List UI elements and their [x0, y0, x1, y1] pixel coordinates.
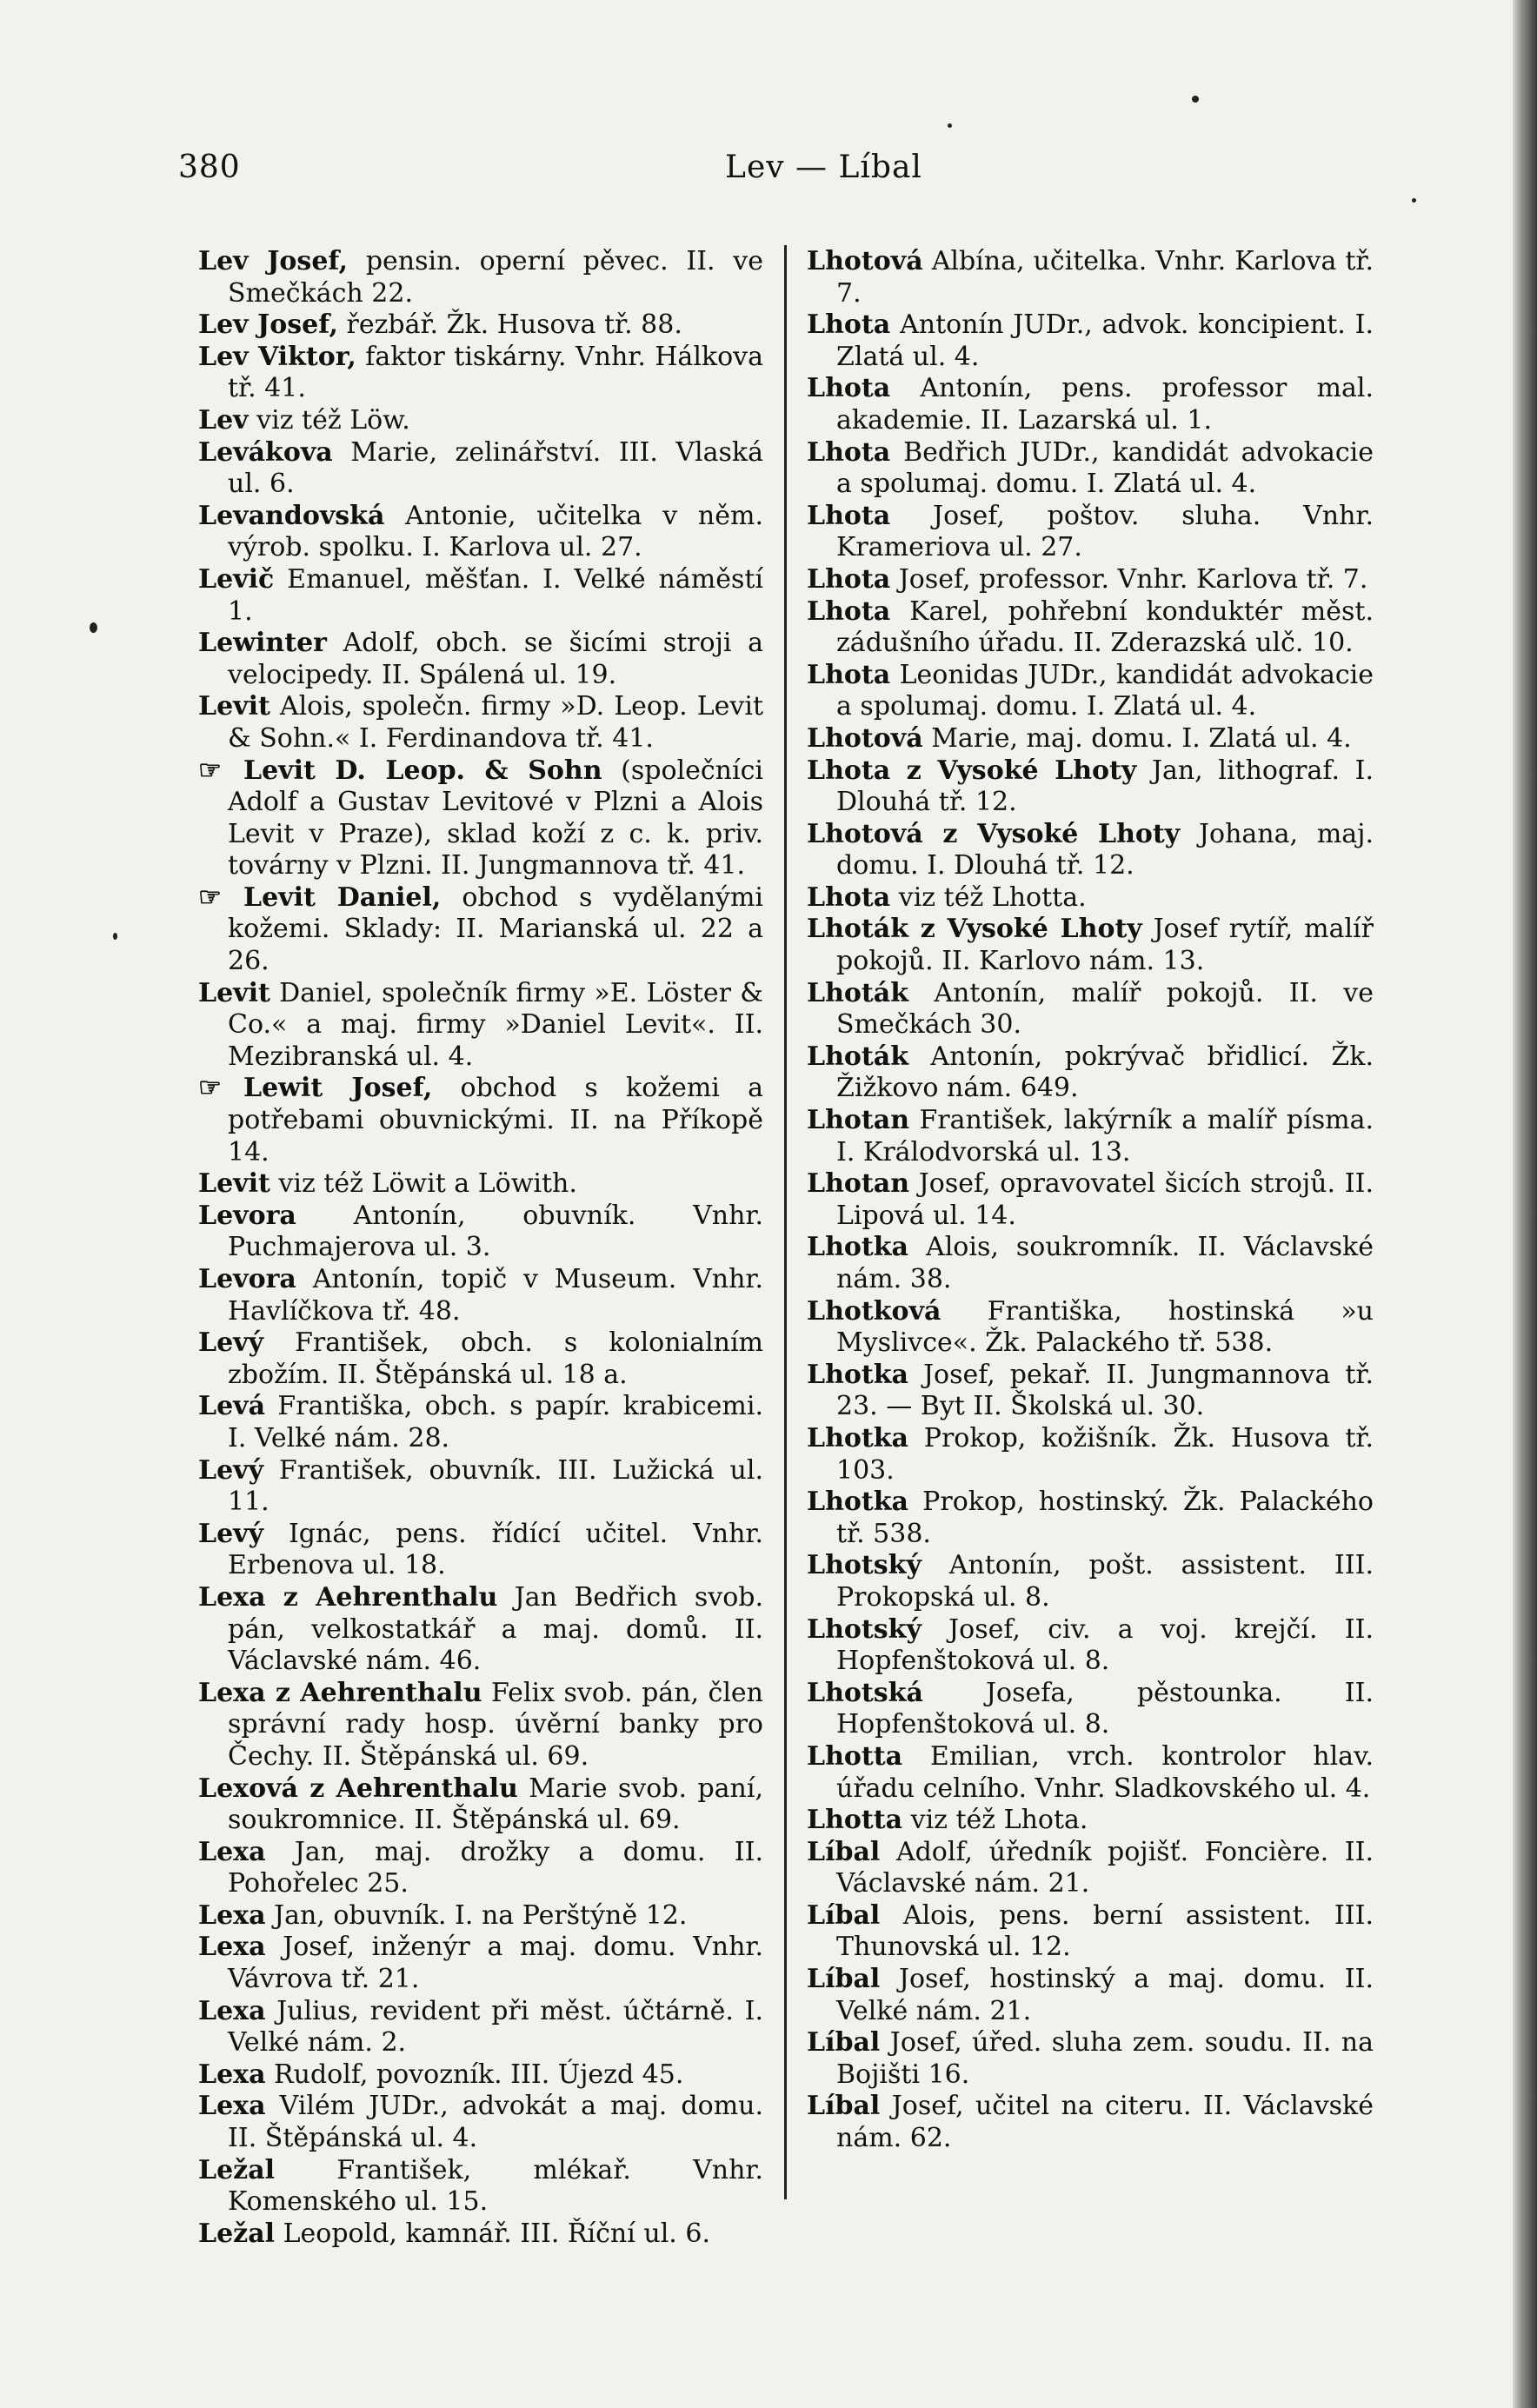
- entry-details: řezbář. Žk. Husova tř. 88.: [337, 309, 682, 341]
- entry-name: Lhota z Vysoké Lhoty: [807, 755, 1137, 786]
- entry-details: Adolf, obch. se šicími stroji a velocipedy. II. Spálená ul. 19.: [228, 628, 763, 690]
- entry-details: pensin. operní pěvec. II. ve Smečkách 22.: [228, 246, 763, 309]
- directory-entry: [198, 1201, 763, 1264]
- directory-entry: [807, 1678, 1374, 1741]
- entry-details: Josef, poštov. sluha. Vnhr. Krameriova ul. 27.: [836, 500, 1374, 563]
- entry-details: Josef, inženýr a maj. domu. Vnhr. Vávrova tř. 21.: [228, 1932, 763, 1995]
- entry-name: Lhotka: [807, 1422, 908, 1453]
- directory-entry: [198, 1678, 763, 1773]
- entry-name: Levandovská: [198, 500, 385, 531]
- directory-entry: [807, 1900, 1374, 1964]
- entry-details: Josef, opravovatel šicích strojů. II. Lipová ul. 14.: [836, 1168, 1374, 1231]
- entry-name: Lexa z Aehrenthalu: [198, 1677, 482, 1708]
- entry-details: Prokop, hostinský. Žk. Palackého tř. 538.: [836, 1487, 1374, 1549]
- entry-name: Lhotová: [807, 246, 923, 276]
- directory-entry: [198, 437, 763, 501]
- entry-name: Lhoták z Vysoké Lhoty: [807, 914, 1142, 945]
- entry-name: Levora: [198, 1264, 296, 1294]
- directory-entry: [198, 2059, 763, 2092]
- directory-entry: [807, 914, 1374, 977]
- directory-entry: [807, 1360, 1374, 1423]
- entry-name: Lhotský: [807, 1613, 922, 1645]
- entry-details: faktor tiskárny. Vnhr. Hálkova tř. 41.: [228, 341, 763, 404]
- entry-details: viz též Löwit a Löwith.: [269, 1168, 577, 1200]
- entry-name: Lhotan: [807, 1105, 910, 1136]
- entry-name: Levit D. Leop. & Sohn: [243, 755, 602, 786]
- entry-name: Lhota: [807, 563, 891, 595]
- entry-details: viz též Lhotta.: [890, 881, 1087, 913]
- entry-details: František, lakýrník a malíř písma. I. Králodvorská ul. 13.: [836, 1105, 1374, 1167]
- entry-name: Levora: [198, 1200, 296, 1231]
- directory-entry: [198, 1264, 763, 1327]
- entry-details: Josef, učitel na citeru. II. Václavské nám. 62.: [836, 2091, 1374, 2154]
- entry-details: Emilian, vrch. kontrolor hlav. úřadu celního. Vnhr. Sladkovského ul. 4.: [836, 1740, 1374, 1804]
- entry-name: Ležal: [198, 2154, 276, 2185]
- entry-name: Lev: [198, 404, 249, 436]
- entry-name: Líbal: [807, 1836, 881, 1867]
- right-column: [807, 246, 1374, 2155]
- entry-details: Jan, maj. drožky a domu. II. Pohořelec 25.: [228, 1836, 763, 1899]
- directory-entry: [198, 1168, 763, 1201]
- entry-name: Lhoták: [807, 977, 908, 1008]
- entry-details: Josef, úřed. sluha zem. soudu. II. na Bojišti 16.: [836, 2027, 1374, 2090]
- entry-details: Bedřich JUDr., kandidát advokacie a spolumaj. domu. I. Zlatá ul. 4.: [836, 436, 1374, 500]
- directory-entry: [807, 1741, 1374, 1805]
- entry-details: Josef, pekař. II. Jungmannova tř. 23. — Byt II. Školská ul. 30.: [836, 1359, 1374, 1422]
- directory-entry: [807, 755, 1374, 819]
- entry-name: Lhota: [807, 659, 891, 690]
- entry-name: Lhota: [807, 595, 891, 627]
- entry-details: Johana, maj. domu. I. Dlouhá tř. 12.: [836, 818, 1374, 881]
- entry-name: Levit: [198, 977, 270, 1008]
- entry-name: Lhoták: [807, 1041, 908, 1072]
- entry-details: Alois, pens. berní assistent. III. Thunovská ul. 12.: [836, 1899, 1374, 1963]
- entry-details: Františka, obch. s papír. krabicemi. I. Velké nám. 28.: [228, 1391, 763, 1453]
- page-edge-shadow: [1513, 0, 1537, 2408]
- print-speck: [90, 622, 97, 633]
- entry-name: Levý: [198, 1518, 264, 1549]
- entry-details: (společníci Adolf a Gustav Levitové v Plzni a Alois Levit v Praze), sklad koží z c. k. priv. továrny v Plzni. II. Jungmannova tř. 41.: [228, 755, 763, 881]
- directory-entry: [807, 660, 1374, 723]
- entry-details: viz též Löw.: [248, 404, 410, 436]
- entry-details: Josef, civ. a voj. krejčí. II. Hopfenštoková ul. 8.: [836, 1613, 1374, 1677]
- entry-details: Josef rytíř, malíř pokojů. II. Karlovo nám. 13.: [836, 914, 1374, 977]
- directory-entry: [198, 1932, 763, 1995]
- entry-details: Josef, hostinský a maj. domu. II. Velké nám. 21.: [836, 1964, 1374, 2026]
- entry-details: Felix svob. pán, člen správní rady hosp. úvěrní banky pro Čechy. II. Štěpánská ul. 69.: [228, 1677, 763, 1772]
- page-number: 380: [178, 150, 241, 185]
- entry-details: František, mlékař. Vnhr. Komenského ul. 15.: [228, 2154, 763, 2218]
- directory-entry: [198, 501, 763, 564]
- directory-entry: [807, 1041, 1374, 1105]
- entry-details: Adolf, úředník pojišť. Foncière. II. Václavské nám. 21.: [836, 1836, 1374, 1899]
- directory-entry: [198, 755, 763, 882]
- entry-name: Lexa: [198, 1932, 266, 1963]
- directory-entry: [807, 501, 1374, 564]
- entry-details: Prokop, kožišník. Žk. Husova tř. 103.: [836, 1422, 1374, 1486]
- directory-entry: [198, 342, 763, 405]
- entry-name: Lexa: [198, 1836, 266, 1867]
- entry-details: Antonín, topič v Museum. Vnhr. Havlíčkova tř. 48.: [228, 1264, 763, 1327]
- directory-entry: [807, 1296, 1374, 1360]
- entry-name: Levá: [198, 1391, 266, 1422]
- entry-details: Františka, hostinská »u Myslivce«. Žk. Palackého tř. 538.: [836, 1295, 1374, 1359]
- directory-entry: [198, 564, 763, 628]
- directory-entry: [807, 246, 1374, 309]
- entry-name: Levit: [198, 691, 270, 722]
- entry-details: František, obuvník. III. Lužická ul. 11.: [228, 1454, 763, 1518]
- directory-entry: [198, 1996, 763, 2059]
- directory-entry: [198, 1455, 763, 1519]
- directory-entry: [807, 1837, 1374, 1900]
- directory-entry: [198, 1837, 763, 1900]
- entry-details: Leopold, kamnář. III. Říční ul. 6.: [275, 2218, 710, 2249]
- directory-entry: [198, 1519, 763, 1582]
- directory-entry: [198, 1327, 763, 1391]
- directory-entry: [198, 1773, 763, 1837]
- column-divider: [784, 245, 787, 2199]
- entry-name: Lhotová: [807, 722, 923, 754]
- directory-entry: [807, 437, 1374, 501]
- entry-details: Josefa, pěstounka. II. Hopfenštoková ul. 8.: [836, 1677, 1374, 1740]
- entry-details: František, obch. s kolonialním zbožím. II. Štěpánská ul. 18 a.: [228, 1327, 763, 1390]
- print-speck: [948, 123, 952, 128]
- directory-entry: [807, 596, 1374, 660]
- directory-entry: [198, 246, 763, 309]
- entry-name: Lhotková: [807, 1295, 941, 1327]
- directory-entry: [198, 628, 763, 691]
- entry-name: Lexa: [198, 1899, 266, 1931]
- entry-name: Ležal: [198, 2218, 276, 2249]
- directory-entry: [807, 978, 1374, 1041]
- entry-name: Lhota: [807, 373, 891, 404]
- entry-name: Lev Josef,: [198, 309, 338, 341]
- entry-details: Marie svob. paní, soukromnice. II. Štěpánská ul. 69.: [228, 1773, 763, 1836]
- entry-details: Antonín, malíř pokojů. II. ve Smečkách 30.: [836, 977, 1374, 1041]
- entry-name: Lhotta: [807, 1805, 903, 1836]
- entry-name: Líbal: [807, 1964, 881, 1995]
- print-speck: [1192, 96, 1199, 103]
- entry-name: Levý: [198, 1327, 264, 1359]
- entry-details: Jan Bedřich svob. pán, velkostatkář a maj. domů. II. Václavské nám. 46.: [228, 1581, 763, 1677]
- entry-name: Lexa: [198, 2059, 266, 2090]
- entry-details: Emanuel, měšťan. I. Velké náměstí 1.: [228, 563, 763, 627]
- entry-name: Lhota: [807, 436, 891, 468]
- directory-entry: [807, 882, 1374, 915]
- directory-entry: [807, 1105, 1374, 1168]
- directory-entry: [807, 1805, 1374, 1837]
- entry-name: Levič: [198, 563, 275, 595]
- entry-details: Antonín JUDr., advok. koncipient. I. Zlatá ul. 4.: [836, 309, 1374, 372]
- entry-details: obchod s kožemi a potřebami obuvnickými. II. na Příkopě 14.: [228, 1073, 764, 1167]
- entry-details: Marie, maj. domu. I. Zlatá ul. 4.: [922, 722, 1352, 754]
- entry-details: Julius, revident při měst. účtárně. I. Velké nám. 2.: [228, 1995, 763, 2059]
- directory-entry: [807, 1614, 1374, 1678]
- entry-details: Alois, společn. firmy »D. Leop. Levit & Sohn.« I. Ferdinandova tř. 41.: [228, 691, 763, 754]
- entry-details: Daniel, společník firmy »E. Löster & Co.« a maj. firmy »Daniel Levit«. II. Mezibranská ul. 4.: [228, 977, 763, 1072]
- entry-name: Levit: [198, 1168, 270, 1200]
- entry-name: Lhotka: [807, 1487, 908, 1518]
- entry-name: Líbal: [807, 2091, 881, 2122]
- entry-details: Leonidas JUDr., kandidát advokacie a spolumaj. domu. I. Zlatá ul. 4.: [836, 659, 1374, 722]
- entry-name: Levit Daniel,: [243, 881, 442, 913]
- directory-entry: [198, 1582, 763, 1678]
- entry-name: Lhota: [807, 309, 891, 341]
- directory-entry: [198, 691, 763, 755]
- print-speck: [1412, 198, 1416, 203]
- entry-name: Lexa: [198, 1995, 266, 2026]
- entry-details: Antonie, učitelka v něm. výrob. spolku. I. Karlova ul. 27.: [228, 500, 763, 563]
- entry-name: Lexa z Aehrenthalu: [198, 1581, 498, 1613]
- entry-name: Lewit Josef,: [243, 1073, 433, 1104]
- running-title: Lev — Líbal: [725, 150, 922, 185]
- directory-entry: [198, 2218, 763, 2251]
- directory-entry: [198, 882, 763, 978]
- entry-details: Jan, obuvník. I. na Perštýně 12.: [265, 1899, 688, 1931]
- entry-name: Lhotová z Vysoké Lhoty: [807, 818, 1181, 849]
- entry-details: Marie, zelinářství. III. Vlaská ul. 6.: [228, 436, 763, 500]
- entry-name: Lhotka: [807, 1232, 908, 1263]
- entry-details: Jan, lithograf. I. Dlouhá tř. 12.: [836, 755, 1374, 818]
- entry-name: Lexa: [198, 2091, 266, 2122]
- directory-entry: [807, 1423, 1374, 1487]
- directory-entry: [807, 723, 1374, 755]
- directory-entry: [807, 1550, 1374, 1613]
- print-speck: [113, 933, 117, 940]
- pointing-hand-icon: ☞: [198, 755, 222, 786]
- entry-details: Antonín, pens. professor mal. akademie. II. Lazarská ul. 1.: [836, 373, 1374, 436]
- entry-name: Levákova: [198, 436, 333, 468]
- entry-details: Vilém JUDr., advokát a maj. domu. II. Štěpánská ul. 4.: [228, 2091, 763, 2154]
- entry-name: Lev Josef,: [198, 246, 349, 276]
- directory-entry: [198, 1073, 763, 1168]
- pointing-hand-icon: ☞: [198, 1073, 222, 1104]
- directory-entry: [807, 1232, 1374, 1295]
- entry-name: Lhotský: [807, 1550, 922, 1581]
- pointing-hand-icon: ☞: [198, 881, 222, 913]
- entry-name: Lhotka: [807, 1359, 908, 1390]
- entry-name: Lhota: [807, 881, 891, 913]
- directory-entry: [198, 2155, 763, 2218]
- entry-details: Josef, professor. Vnhr. Karlova tř. 7.: [890, 563, 1368, 595]
- directory-entry: [198, 2091, 763, 2154]
- directory-entry: [807, 1487, 1374, 1550]
- entry-details: Antonín, pošt. assistent. III. Prokopská ul. 8.: [836, 1550, 1374, 1613]
- page-header: [178, 150, 1469, 193]
- directory-entry: [807, 819, 1374, 882]
- entry-details: Rudolf, povozník. III. Újezd 45.: [265, 2059, 684, 2090]
- entry-details: Alois, soukromník. II. Václavské nám. 38.: [836, 1232, 1374, 1294]
- entry-name: Líbal: [807, 1899, 881, 1931]
- entry-details: Ignác, pens. řídící učitel. Vnhr. Erbenova ul. 18.: [228, 1518, 763, 1581]
- directory-entry: [807, 309, 1374, 373]
- directory-entry: [198, 1391, 763, 1454]
- directory-entry: [807, 373, 1374, 436]
- entry-details: Karel, pohřební konduktér měst. zádušního úřadu. II. Zderazská ulč. 10.: [836, 595, 1374, 659]
- entry-name: Levý: [198, 1454, 264, 1486]
- directory-entry: [807, 564, 1374, 596]
- entry-details: Antonín, obuvník. Vnhr. Puchmajerova ul. 3.: [228, 1200, 763, 1263]
- entry-name: Lhotan: [807, 1168, 910, 1200]
- entry-name: Lexová z Aehrenthalu: [198, 1773, 518, 1804]
- entry-details: Antonín, pokrývač břidlicí. Žk. Žižkovo nám. 649.: [836, 1041, 1374, 1104]
- entry-name: Lhotská: [807, 1677, 923, 1708]
- entry-details: obchod s vydělanými kožemi. Sklady: II. Marianská ul. 22 a 26.: [228, 881, 763, 977]
- directory-entry: [198, 978, 763, 1074]
- entry-name: Lev Viktor,: [198, 341, 356, 372]
- directory-entry: [807, 2027, 1374, 2091]
- directory-entry: [198, 405, 763, 437]
- left-column: [198, 246, 763, 2250]
- directory-entry: [198, 1900, 763, 1932]
- entry-details: viz též Lhota.: [902, 1805, 1088, 1836]
- entry-details: Albína, učitelka. Vnhr. Karlova tř. 7.: [836, 246, 1374, 309]
- entry-name: Lhota: [807, 500, 891, 531]
- directory-entry: [807, 2091, 1374, 2154]
- entry-name: Lhotta: [807, 1740, 903, 1772]
- directory-entry: [807, 1964, 1374, 2027]
- entry-name: Líbal: [807, 2027, 881, 2059]
- directory-entry: [807, 1168, 1374, 1232]
- directory-entry: [198, 309, 763, 342]
- entry-name: Lewinter: [198, 628, 327, 659]
